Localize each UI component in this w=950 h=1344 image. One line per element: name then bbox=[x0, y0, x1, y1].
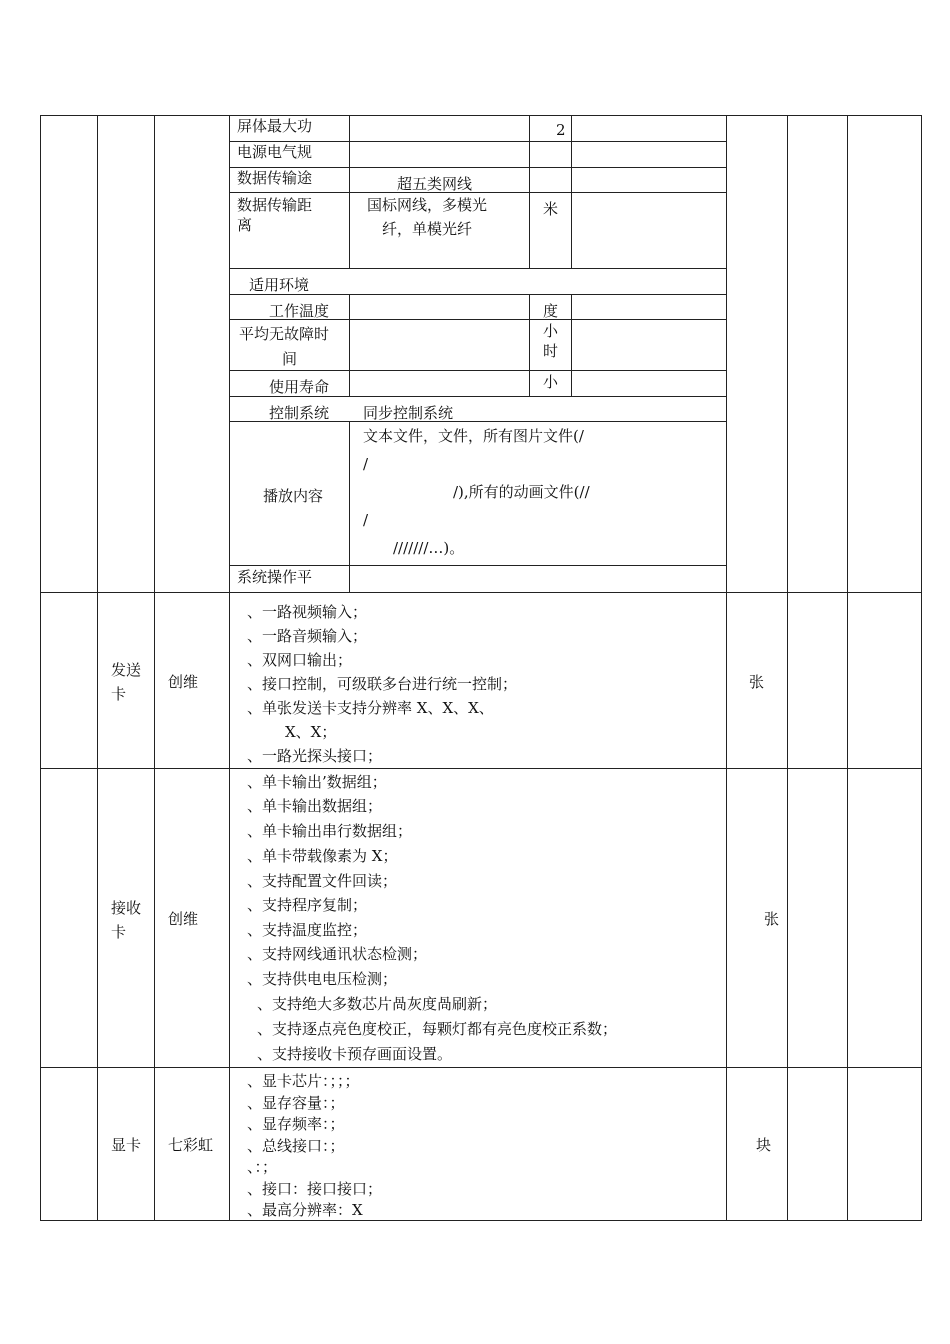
spec-line: 、支持供电电压检测； bbox=[247, 970, 398, 988]
playback-line: / bbox=[363, 511, 369, 529]
receiving-card-unit: 张 bbox=[764, 910, 780, 928]
spec-line: 、显存频率：； bbox=[247, 1115, 345, 1133]
spec-line: 、支持程序复制； bbox=[247, 896, 368, 914]
receiving-card-name-2: 卡 bbox=[111, 923, 127, 941]
spec-line: 、接口：接口接口； bbox=[247, 1180, 383, 1198]
spec-line: 、单卡输出串行数据组； bbox=[247, 822, 413, 840]
spec-line: 、支持温度监控； bbox=[247, 921, 368, 939]
mtbf-label-1: 平均无故障时 bbox=[239, 325, 330, 343]
sending-card-name-2: 卡 bbox=[111, 685, 127, 703]
data-distance-label-1: 数据传输距 bbox=[237, 196, 313, 214]
control-system-value: 同步控制系统 bbox=[363, 404, 454, 422]
sending-card-brand: 创维 bbox=[168, 673, 199, 691]
data-distance-label-2: 离 bbox=[237, 216, 253, 234]
environment-label: 适用环境 bbox=[249, 276, 310, 294]
graphics-card-brand: 七彩虹 bbox=[168, 1136, 214, 1154]
spec-line: 、：； bbox=[247, 1158, 278, 1176]
spec-line: 、单卡带载像素为 X； bbox=[247, 847, 398, 865]
receiving-card-name-1: 接收 bbox=[111, 899, 142, 917]
lifespan-label: 使用寿命 bbox=[269, 378, 330, 396]
spec-line: 、一路光探头接口； bbox=[247, 747, 383, 765]
spec-line: 、支持逐点亮色度校正，每颗灯都有亮色度校正系数； bbox=[257, 1020, 618, 1038]
sending-card-name-1: 发送 bbox=[111, 661, 142, 679]
spec-line: 、最高分辨率：X bbox=[247, 1201, 363, 1219]
mtbf-unit-1: 小 bbox=[543, 322, 559, 340]
playback-label: 播放内容 bbox=[263, 487, 324, 505]
spec-line: X、X； bbox=[285, 723, 337, 741]
spec-line: 、支持绝大多数芯片咼灰度咼刷新； bbox=[257, 995, 498, 1013]
playback-line: 文本文件，文件，所有图片文件(/ bbox=[363, 427, 584, 445]
playback-line: / bbox=[363, 455, 369, 473]
playback-line: ///////…)。 bbox=[393, 539, 465, 557]
graphics-card-name: 显卡 bbox=[111, 1136, 142, 1154]
power-spec-label: 电源电气规 bbox=[237, 143, 313, 161]
work-temp-unit: 度 bbox=[543, 302, 559, 320]
data-medium-value: 超五类网线 bbox=[397, 175, 473, 193]
sending-card-unit: 张 bbox=[749, 673, 765, 691]
graphics-card-unit: 块 bbox=[756, 1136, 772, 1154]
spec-line: 、支持接收卡预存画面设置。 bbox=[257, 1045, 453, 1063]
spec-line: 、显存容量：； bbox=[247, 1094, 345, 1112]
receiving-card-brand: 创维 bbox=[168, 910, 199, 928]
spec-line: 、支持配置文件回读； bbox=[247, 872, 398, 890]
work-temp-label: 工作温度 bbox=[269, 302, 330, 320]
spec-line: 、接口控制，可级联多台进行统一控制； bbox=[247, 675, 518, 693]
data-medium-label: 数据传输途 bbox=[237, 169, 313, 187]
spec-line: 、单张发送卡支持分辨率 X、X、X、 bbox=[247, 699, 494, 717]
data-distance-value-1: 国标网线，多模光 bbox=[367, 196, 488, 214]
max-power-label: 屏体最大功 bbox=[237, 117, 313, 135]
mtbf-label-2: 间 bbox=[282, 350, 298, 368]
spec-line: 、单卡输出’数据组； bbox=[247, 773, 387, 791]
spec-line: 、一路视频输入； bbox=[247, 603, 368, 621]
spec-line: 、一路音频输入； bbox=[247, 627, 368, 645]
control-system-label: 控制系统 bbox=[269, 404, 330, 422]
data-distance-unit: 米 bbox=[543, 200, 559, 218]
mtbf-unit-2: 时 bbox=[543, 342, 559, 360]
os-platform-label: 系统操作平 bbox=[237, 568, 313, 586]
spec-line: 、支持网线通讯状态检测； bbox=[247, 945, 428, 963]
spec-line: 、双网口输出； bbox=[247, 651, 353, 669]
max-power-unit: 2 bbox=[556, 121, 566, 139]
spec-line: 、总线接口：； bbox=[247, 1137, 345, 1155]
lifespan-unit: 小 bbox=[543, 373, 559, 391]
spec-line: 、显卡芯片：；；； bbox=[247, 1072, 360, 1090]
playback-line: /),所有的动画文件(// bbox=[453, 483, 590, 501]
data-distance-value-2: 纤，单模光纤 bbox=[382, 220, 473, 238]
spec-line: 、单卡输出数据组； bbox=[247, 797, 383, 815]
